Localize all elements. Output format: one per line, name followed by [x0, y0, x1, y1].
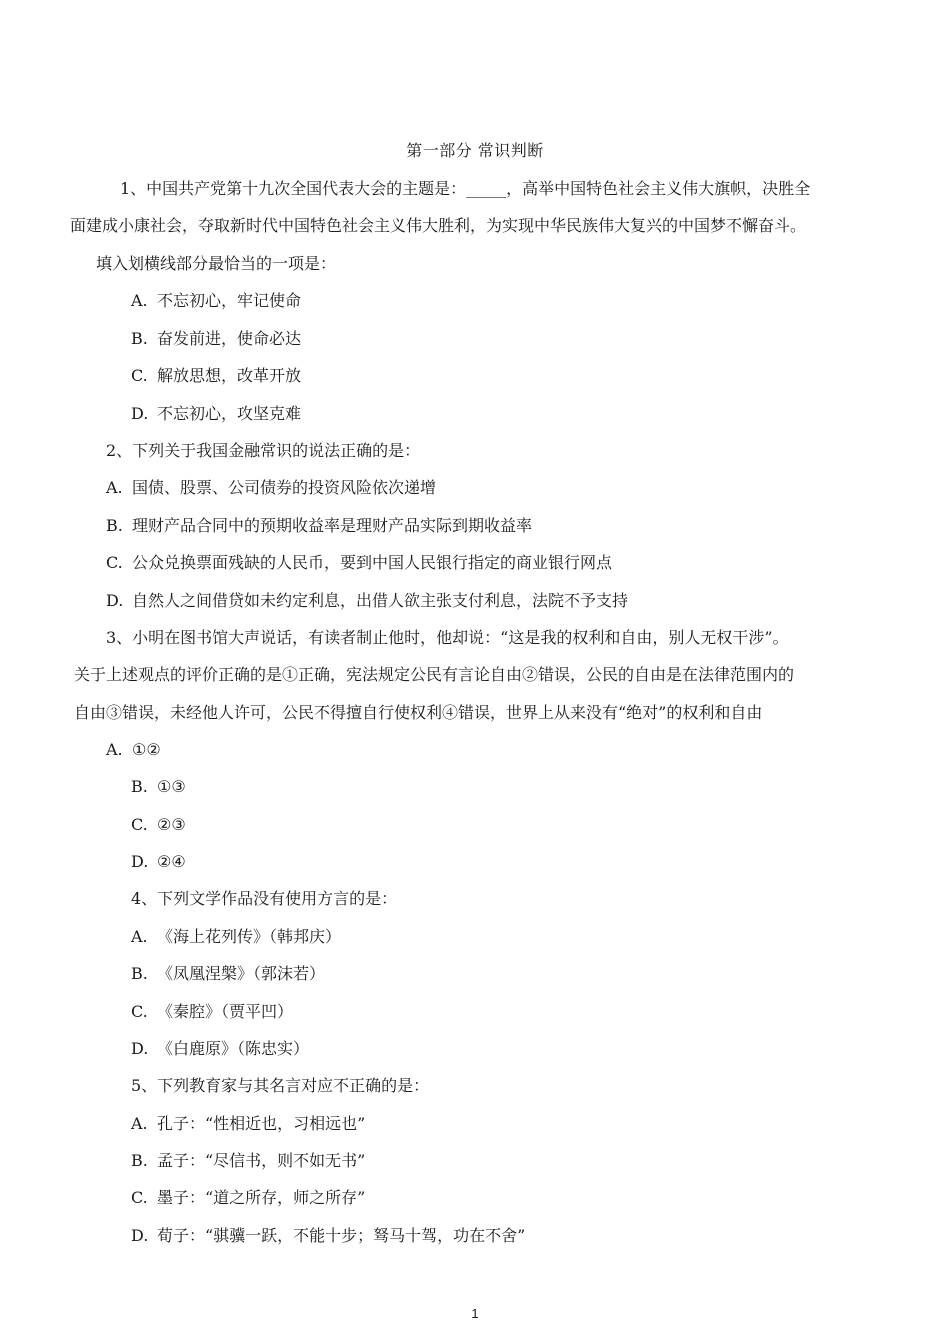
q1-option-a — [131, 290, 301, 312]
q1-stem-line-2: 面建成小康社会，夺取新时代中国特色社会主义伟大胜利，为实现中华民族伟大复兴的中国梦不懈奋斗。 — [70, 216, 807, 235]
q2-stem: 2、下列关于我国金融常识的说法正确的是： — [106, 441, 421, 460]
option-text: 不忘初心，攻坚克难 — [157, 404, 302, 423]
q5-option-c — [131, 1187, 365, 1209]
q4-option-b — [131, 963, 325, 985]
option-text: 《白鹿原》（陈忠实） — [157, 1039, 310, 1058]
option-letter: D. — [131, 852, 149, 871]
option-text: 荀子：“骐骥一跃，不能十步；驽马十驾，功在不舍” — [157, 1226, 526, 1245]
q2-option-c — [106, 552, 612, 574]
section-title: 第一部分 常识判断 — [406, 141, 544, 160]
q1-option-c — [131, 365, 301, 387]
q4-option-d — [131, 1038, 309, 1060]
option-letter: B. — [106, 516, 123, 535]
option-text: 奋发前进，使命必达 — [157, 329, 302, 348]
q5-option-a — [131, 1113, 365, 1135]
q4-stem: 4、下列文学作品没有使用方言的是： — [131, 889, 398, 908]
option-letter: C. — [131, 1188, 148, 1207]
option-text: 《凤凰涅槃》（郭沫若） — [157, 964, 326, 983]
q5-option-d — [131, 1225, 525, 1247]
option-letter: C. — [131, 815, 148, 834]
option-text: ①③ — [157, 777, 186, 796]
option-letter: C. — [131, 1002, 148, 1021]
option-letter: C. — [131, 366, 148, 385]
q3-stem-line-1: 3、小明在图书馆大声说话，有读者制止他时，他却说：“这是我的权利和自由，别人无权干涉”。 — [106, 628, 789, 647]
q1-option-b — [131, 328, 301, 350]
option-letter: A. — [106, 478, 123, 497]
q3-option-c — [131, 814, 186, 836]
q3-option-d — [131, 851, 186, 873]
q1-prompt: 填入划横线部分最恰当的一项是： — [96, 254, 337, 273]
option-text: 公众兑换票面残缺的人民币，要到中国人民银行指定的商业银行网点 — [132, 553, 613, 572]
option-text: 《海上花列传》（韩邦庆） — [157, 927, 342, 946]
q1-option-d — [131, 403, 301, 425]
option-text: ②③ — [157, 815, 186, 834]
option-text: 不忘初心，牢记使命 — [157, 291, 302, 310]
option-text: ①② — [132, 740, 161, 759]
q3-stem-line-3: 自由③错误，未经他人许可，公民不得擅自行使权利④错误，世界上从来没有“绝对”的权利和自由 — [74, 703, 763, 722]
option-text: 《秦腔》（贾平凹） — [157, 1002, 294, 1021]
q3-option-b — [131, 776, 186, 798]
q2-option-a — [106, 477, 436, 499]
option-letter: D. — [131, 1039, 149, 1058]
option-text: 解放思想，改革开放 — [157, 366, 302, 385]
option-text: 墨子：“道之所存，师之所存” — [157, 1188, 366, 1207]
option-text: 孟子：“尽信书，则不如无书” — [157, 1151, 366, 1170]
q2-option-d — [106, 590, 628, 612]
option-letter: B. — [131, 777, 148, 796]
q3-option-a — [106, 739, 161, 761]
q5-option-b — [131, 1150, 365, 1172]
option-letter: B. — [131, 964, 148, 983]
option-letter: B. — [131, 1151, 148, 1170]
q5-stem: 5、下列教育家与其名言对应不正确的是： — [131, 1076, 430, 1095]
option-text: ②④ — [157, 852, 186, 871]
option-letter: D. — [131, 1226, 149, 1245]
option-letter: C. — [106, 553, 123, 572]
option-letter: D. — [131, 404, 149, 423]
q2-option-b — [106, 515, 532, 537]
option-letter: A. — [131, 291, 148, 310]
option-letter: B. — [131, 329, 148, 348]
option-letter: A. — [131, 927, 148, 946]
option-text: 自然人之间借贷如未约定利息，出借人欲主张支付利息，法院不予支持 — [132, 591, 629, 610]
q4-option-a — [131, 926, 341, 948]
q1-stem-line-1: 1、中国共产党第十九次全国代表大会的主题是：_____，高举中国特色社会主义伟大旗帜，决胜全 — [120, 179, 811, 198]
option-letter: D. — [106, 591, 124, 610]
option-letter: A. — [131, 1114, 148, 1133]
option-text: 国债、股票、公司债券的投资风险依次递增 — [132, 478, 437, 497]
option-text: 理财产品合同中的预期收益率是理财产品实际到期收益率 — [132, 516, 533, 535]
option-text: 孔子：“性相近也，习相远也” — [157, 1114, 366, 1133]
q4-option-c — [131, 1001, 293, 1023]
page-number: 1 — [471, 1306, 479, 1321]
option-letter: A. — [106, 740, 123, 759]
q3-stem-line-2: 关于上述观点的评价正确的是①正确，宪法规定公民有言论自由②错误，公民的自由是在法律范围内的 — [74, 665, 795, 684]
